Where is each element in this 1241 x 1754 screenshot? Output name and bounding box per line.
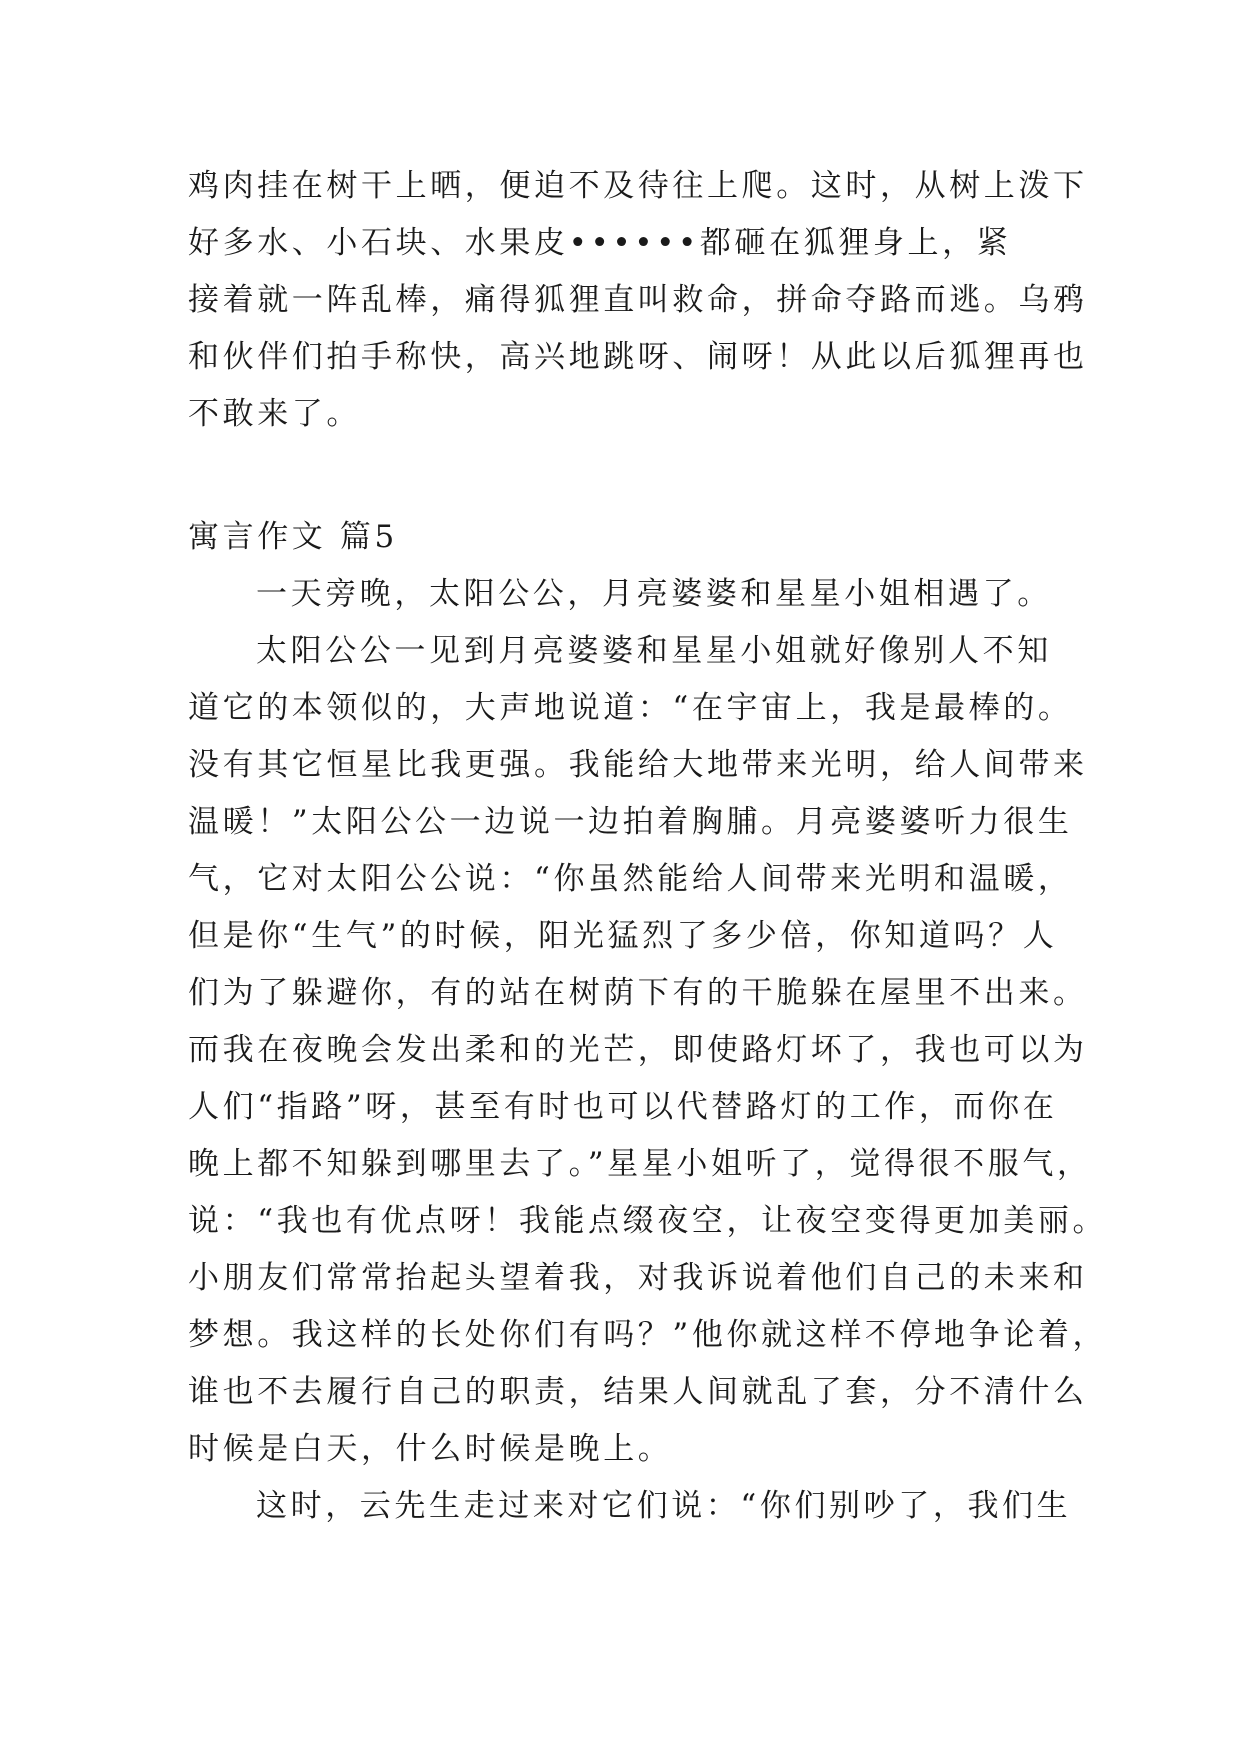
paragraph-2-line: 太阳公公一见到月亮婆婆和星星小姐就好像别人不知: [256, 633, 1052, 669]
section-heading-block: [188, 509, 1068, 566]
paragraph-2-line: 小朋友们常常抬起头望着我，对我诉说着他们自己的未来和: [188, 1260, 1088, 1296]
paragraph-2-line: 而我在夜晚会发出柔和的光芒，即使路灯坏了，我也可以为: [188, 1032, 1088, 1068]
text-line: 好多水、小石块、水果皮••••••都砸在狐狸身上，紧: [188, 225, 1012, 261]
paragraph-1-line: 一天旁晚，太阳公公，月亮婆婆和星星小姐相遇了。: [256, 576, 1052, 612]
paragraph-2-line: 人们“指路”呀，甚至有时也可以代替路灯的工作，而你在: [188, 1089, 1058, 1125]
text-line: 鸡肉挂在树干上晒，便迫不及待往上爬。这时，从树上泼下: [188, 168, 1088, 204]
text-line: 和伙伴们拍手称快，高兴地跳呀、闹呀！从此以后狐狸再也: [188, 339, 1088, 375]
paragraph-2-line: 道它的本领似的，大声地说道：“在宇宙上，我是最棒的。: [188, 690, 1073, 726]
paragraph-2-line: 没有其它恒星比我更强。我能给大地带来光明，给人间带来: [188, 747, 1088, 783]
paragraph-2-line: 梦想。我这样的长处你们有吗？”他你就这样不停地争论着，: [188, 1317, 1108, 1353]
paragraph-2-line: 气，它对太阳公公说：“你虽然能给人间带来光明和温暖，: [188, 861, 1073, 897]
paragraph-2-line: 们为了躲避你，有的站在树荫下有的干脆躲在屋里不出来。: [188, 975, 1088, 1011]
text-line: 接着就一阵乱棒，痛得狐狸直叫救命，拼命夺路而逃。乌鸦: [188, 282, 1088, 318]
previous-story-ending: [188, 158, 1088, 443]
story-body: [188, 566, 1108, 1535]
paragraph-2-line: 温暖！”太阳公公一边说一边拍着胸脯。月亮婆婆听力很生: [188, 804, 1073, 840]
paragraph-2-line: 晚上都不知躲到哪里去了。”星星小姐听了，觉得很不服气，: [188, 1146, 1092, 1182]
section-heading: 寓言作文 篇5: [188, 519, 398, 555]
paragraph-2-line: 说：“我也有优点呀！我能点缀夜空，让夜空变得更加美丽。: [188, 1203, 1108, 1239]
paragraph-3-line: 这时，云先生走过来对它们说：“你们别吵了，我们生: [256, 1488, 1072, 1524]
text-line: 不敢来了。: [188, 396, 361, 432]
paragraph-2-line: 时候是白天，什么时候是晚上。: [188, 1431, 673, 1467]
paragraph-2-line: 但是你“生气”的时候，阳光猛烈了多少倍，你知道吗？人: [188, 918, 1058, 954]
paragraph-2-line: 谁也不去履行自己的职责，结果人间就乱了套，分不清什么: [188, 1374, 1088, 1410]
